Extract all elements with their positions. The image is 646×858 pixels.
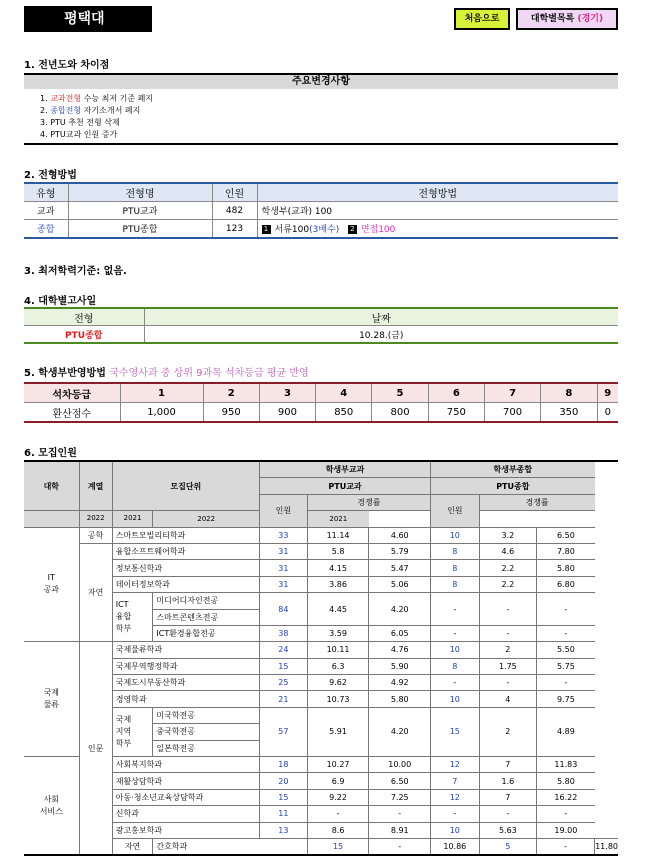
list-button-region: (경기) bbox=[577, 14, 604, 24]
table-row: 자연 간호학과 15 - 10.86 5 - 11.80 bbox=[24, 838, 618, 855]
change-item: 3. PTU 추천 전형 삭제 bbox=[40, 118, 120, 127]
table-row: 국제무역행정학과 15 6.3 5.90 8 1.75 5.75 bbox=[24, 658, 618, 674]
section-6-heading: 6. 모집인원 bbox=[24, 448, 77, 459]
college-social: 사회 서비스 bbox=[24, 757, 79, 856]
col-header: 유형 bbox=[24, 183, 68, 202]
table-row: 국제 물류 인문 국제물류학과 24 10.11 4.76 10 2 5.50 bbox=[24, 642, 618, 658]
table-row: 신학과 11 - - - - - bbox=[24, 806, 618, 822]
table-row: 일본학전공 bbox=[24, 740, 618, 756]
table-row: 종합 PTU종합 123 1 서류100(3배수) 2 면접100 bbox=[24, 220, 618, 239]
section-5-heading: 5. 학생부반영방법 국수영사과 중 상위 9과목 석차등급 평균 반영 bbox=[24, 368, 309, 379]
col-header: 날짜 bbox=[144, 308, 618, 326]
table-row: 교과 PTU교과 482 학생부(교과) 100 bbox=[24, 202, 618, 220]
grade-conversion-table: 석차등급 1 2 3 4 5 6 7 8 9 환산점수 1,000 950 900 850 800 750 700 350 0 bbox=[24, 382, 618, 423]
page-title: 평택대 bbox=[24, 6, 152, 32]
change-item: 1. 교과전형 수능 최저 기준 폐지 bbox=[40, 94, 154, 103]
table-row: IT 공과 공학 스마트모빌리티학과 33 11.14 4.60 10 3.2 6.50 bbox=[24, 527, 618, 543]
change-item: 2. 종합전형 자기소개서 폐지 bbox=[40, 106, 141, 115]
table-row: 국제도시부동산학과 25 9.62 4.92 - - - bbox=[24, 675, 618, 691]
table-row: 재활상담학과 20 6.9 6.50 7 1.6 5.80 bbox=[24, 773, 618, 789]
section-4-heading: 4. 대학별고사일 bbox=[24, 296, 97, 307]
col-header: 전형명 bbox=[68, 183, 212, 202]
step-1-badge: 1 bbox=[262, 225, 271, 234]
table-row: 중국학전공 bbox=[24, 724, 618, 740]
home-button[interactable]: 처음으로 bbox=[454, 8, 510, 30]
step-2-badge: 2 bbox=[348, 225, 357, 234]
section-2-heading: 2. 전형방법 bbox=[24, 170, 77, 181]
admission-method-table bbox=[24, 182, 618, 239]
changes-header: 주요변경사항 bbox=[24, 73, 618, 89]
table-row: 스마트콘텐츠전공 bbox=[24, 609, 618, 625]
section-1-heading: 1. 전년도와 차이점 bbox=[24, 60, 110, 71]
table-row: 광고홍보학과 13 8.6 8.91 10 5.63 19.00 bbox=[24, 822, 618, 838]
divider bbox=[24, 143, 618, 145]
table-row: 데이터정보학과 31 3.86 5.06 8 2.2 6.80 bbox=[24, 576, 618, 592]
recruitment-table: 대학 계열 모집단위 학생부교과 학생부종합 PTU교과 PTU종합 인원 경쟁률 인원 경쟁률 2022 2021 2022 2021 IT 공과 공학 스마트모빌리티학과 33 11.14 4.60 10 3.2 6.50 자연 융합소프트웨어학과 31 5.8 5.79 8 4.6 7.80 정보통신학과 31 4.15 5.47 8 2.2 5.80 데이터정보학과 31 3.86 5.06 8 2.2 6.80 ICT 융합 학부 미디어디자인전공 84 4.45 4.20 - - - 스마트콘텐츠전공 ICT환경융합전공 38 3.59 6.05 - - - 국제 물류 인문 국제물류학과 24 10.11 4.76 10 2 5.50 국제무역행정학과 15 6.3 5.90 8 1.75 5.75 국제도시부동산학과 25 9.62 4.92 - - - 경영학과 21 10.73 5.80 10 4 9.75 국제 지역 학부 미국학전공 57 5.91 4.20 15 2 4.89 중국학전공 일본학전공 사회 서비스 사회복지학과 18 10.27 10.00 12 7 11.83 재활상담학과 20 6.9 6.50 7 1.6 5.80 아동·청소년교육상담학과 15 9.22 7.25 12 7 16.22 신학과 11 - - - - - 광고홍보학과 13 8.6 8.91 10 5.63 19.00 자연 간호학과 15 - 10.86 5 - 11.80 bbox=[24, 460, 618, 856]
table-row: 아동·청소년교육상담학과 15 9.22 7.25 12 7 16.22 bbox=[24, 789, 618, 805]
table-row: 사회 서비스 사회복지학과 18 10.27 10.00 12 7 11.83 bbox=[24, 757, 618, 773]
col-header: 인원 bbox=[212, 183, 257, 202]
list-button-label: 대학별목록 bbox=[530, 14, 578, 24]
col-header: 전형방법 bbox=[257, 183, 618, 202]
college-intl: 국제 물류 bbox=[24, 642, 79, 757]
table-row: 경영학과 21 10.73 5.80 10 4 9.75 bbox=[24, 691, 618, 707]
exam-date-table bbox=[24, 307, 618, 344]
table-row: 국제 지역 학부 미국학전공 57 5.91 4.20 15 2 4.89 bbox=[24, 707, 618, 723]
table-row: 정보통신학과 31 4.15 5.47 8 2.2 5.80 bbox=[24, 560, 618, 576]
col-header: 전형 bbox=[24, 308, 144, 326]
change-item: 4. PTU교과 인원 증가 bbox=[40, 130, 118, 139]
table-row: 환산점수 1,000 950 900 850 800 750 700 350 0 bbox=[24, 403, 618, 423]
section-3-heading: 3. 최저학력기준: 없음. bbox=[24, 266, 127, 277]
college-it: IT 공과 bbox=[24, 527, 79, 642]
table-row: ICT 융합 학부 미디어디자인전공 84 4.45 4.20 - - - bbox=[24, 593, 618, 609]
sub-ict: ICT 융합 학부 bbox=[112, 593, 153, 642]
table-row: 자연 융합소프트웨어학과 31 5.8 5.79 8 4.6 7.80 bbox=[24, 543, 618, 559]
sub-intl: 국제 지역 학부 bbox=[112, 707, 153, 756]
table-row: ICT환경융합전공 38 3.59 6.05 - - - bbox=[24, 625, 618, 641]
university-list-button[interactable] bbox=[516, 8, 618, 30]
table-row: PTU종합 10.28.(금) bbox=[24, 326, 618, 344]
